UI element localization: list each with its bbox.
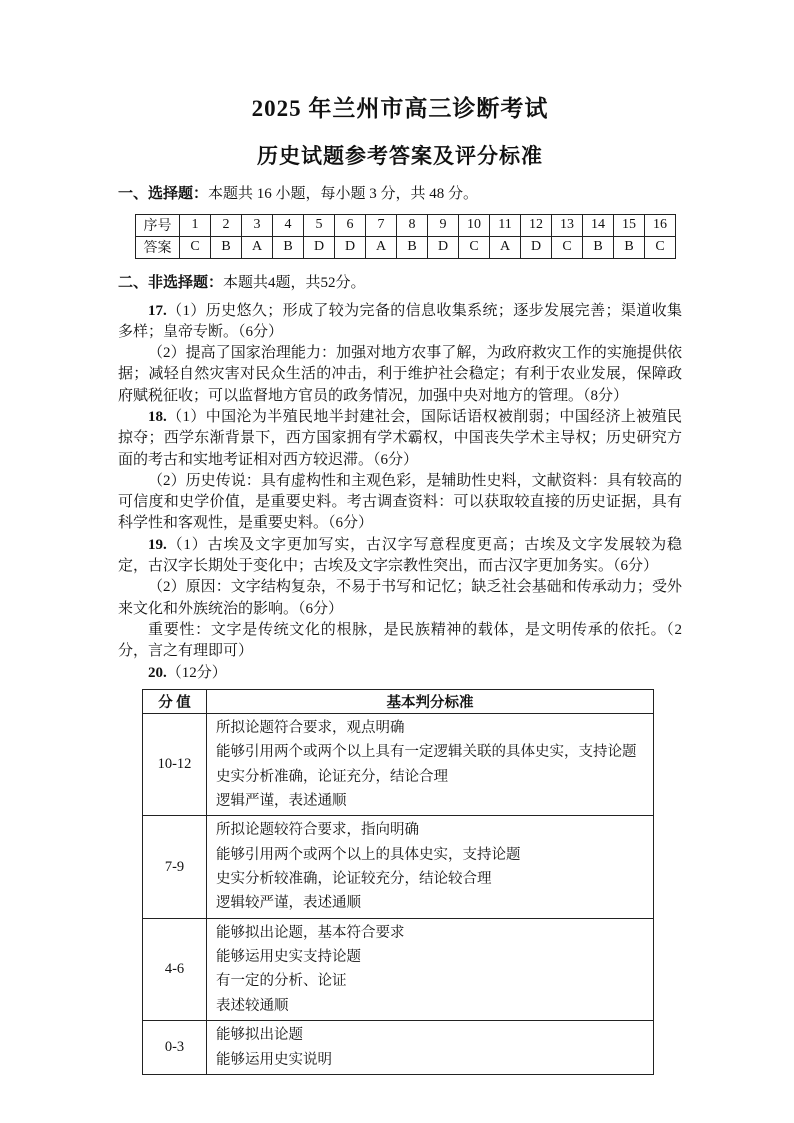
answer-letter-cell: C: [180, 236, 211, 258]
answer-letter-cell: A: [366, 236, 397, 258]
criteria-line: 能够引用两个或两个以上具有一定逻辑关联的具体史实，支持论题: [216, 744, 637, 761]
criteria-line: 能够拟出论题，基本符合要求: [216, 924, 405, 941]
answer-letter-cell: B: [211, 236, 242, 258]
criteria-line: 能够运用史实说明: [216, 1051, 332, 1068]
question-number-cell: 2: [211, 214, 242, 236]
doc-title: 2025 年兰州市高三诊断考试: [251, 96, 549, 121]
score-range-cell: 10-12: [143, 713, 207, 815]
question-number-cell: 15: [614, 214, 645, 236]
answer-letter-cell: B: [397, 236, 428, 258]
answer-letter-cell: A: [242, 236, 273, 258]
criteria-cell: [207, 1021, 654, 1075]
answer-letter-cell: B: [273, 236, 304, 258]
section1-heading-desc: 本题共 16 小题，每小题 3 分，共 48 分。: [208, 186, 479, 202]
answer-table-answer-row: [136, 236, 676, 258]
doc-subtitle: 历史试题参考答案及评分标准: [257, 144, 543, 168]
answer-letter-cell: D: [521, 236, 552, 258]
question-number-cell: 10: [459, 214, 490, 236]
criteria-line: 逻辑严谨，表述通顺: [216, 792, 347, 809]
answer-letter-cell: C: [645, 236, 676, 258]
question-number-cell: 14: [583, 214, 614, 236]
criteria-line: 能够运用史实支持论题: [216, 949, 361, 966]
question-number-cell: 5: [304, 214, 335, 236]
rubric-header-score: 分 值: [143, 689, 207, 713]
question-number-cell: 16: [645, 214, 676, 236]
answer-letter-cell: B: [614, 236, 645, 258]
rubric-table-body: [143, 713, 654, 1074]
answer-paragraph: 18.（1）中国沦为半殖民地半封建社会，国际话语权被削弱；中国经济上被殖民掠夺；西学东渐背景下，西方国家拥有学术霸权，中国丧失学术主导权；历史研究方面的考古和实地考证相对西方较迟滞。（6分）: [118, 408, 682, 468]
answer-letter-cell: D: [335, 236, 366, 258]
rubric-header-row: [143, 689, 654, 713]
criteria-line: 逻辑较严谨，表述通顺: [216, 895, 361, 912]
question-number-cell: 8: [397, 214, 428, 236]
criteria-line: 所拟论题较符合要求，指向明确: [216, 822, 419, 839]
answer-paragraph: 19.（1）古埃及文字更加写实，古汉字写意程度更高；古埃及文字发展较为稳定，古汉字长期处于变化中；古埃及文字宗教性突出，而古汉字更加务实。（6分）: [118, 536, 682, 575]
answer-letter-cell: A: [490, 236, 521, 258]
criteria-line: 能够拟出论题: [216, 1027, 303, 1044]
answer-table-number-row: [136, 214, 676, 236]
answer-letter-cell: C: [459, 236, 490, 258]
question-number-cell: 12: [521, 214, 552, 236]
criteria-line: 表述较通顺: [216, 997, 289, 1014]
score-range-cell: 0-3: [143, 1021, 207, 1075]
question-number-prefix: 17.: [148, 302, 167, 319]
criteria-cell: [207, 713, 654, 815]
question-number-cell: 7: [366, 214, 397, 236]
criteria-line: 史实分析较准确，论证较充分，结论较合理: [216, 871, 492, 887]
rubric-table: [142, 689, 654, 1075]
rubric-row: [143, 713, 654, 815]
question-number-prefix: 20.: [148, 664, 167, 681]
question-number-cell: 4: [273, 214, 304, 236]
number-row-label: 序号: [136, 214, 180, 236]
criteria-cell: [207, 918, 654, 1020]
section1-heading: [118, 184, 682, 206]
question-number-cell: 1: [180, 214, 211, 236]
criteria-line: 史实分析准确，论证充分，结论合理: [216, 768, 448, 785]
question-number-cell: 6: [335, 214, 366, 236]
answer-paragraph: 20.（12分）: [148, 664, 227, 681]
question-number-cell: 3: [242, 214, 273, 236]
section1-heading-label: 一、选择题：: [118, 186, 209, 202]
answer-letter-cell: C: [552, 236, 583, 258]
question-number-prefix: 18.: [148, 408, 167, 425]
answer-paragraph: 17.（1）历史悠久；形成了较为完备的信息收集系统；逐步发展完善；渠道收集多样；皇帝专断。（6分）: [118, 302, 682, 340]
section2-heading-label: 二、非选择题：: [118, 274, 224, 291]
section2-heading-desc: 本题共4题，共52分。: [223, 274, 366, 291]
rubric-row: [143, 918, 654, 1020]
question-number-cell: 13: [552, 214, 583, 236]
answer-letter-cell: B: [583, 236, 614, 258]
answer-letter-cell: D: [304, 236, 335, 258]
section2-heading: [118, 273, 682, 295]
answer-paragraph: （2）原因：文字结构复杂，不易于书写和记忆；缺乏社会基础和传承动力；受外来文化和外族统治的影响。（6分）: [118, 579, 682, 617]
question-number-prefix: 19.: [148, 536, 167, 553]
answer-paragraph: （2）历史传说：具有虚构性和主观色彩，是辅助性史料，文献资料：具有较高的可信度和史学价值，是重要史料。考古调查资料：可以获取较直接的历史证据，具有科学性和客观性，是重要史料。（6分）: [118, 472, 682, 532]
answer-key-table: [135, 214, 676, 259]
score-range-cell: 7-9: [143, 816, 207, 918]
free-response-answers: [118, 301, 682, 684]
rubric-row: [143, 1021, 654, 1075]
answer-row-label: 答案: [136, 236, 180, 258]
answer-paragraph: 重要性：文字是传统文化的根脉，是民族精神的载体，是文明传承的依托。（2分，言之有理即可）: [118, 621, 682, 660]
answer-letter-cell: D: [428, 236, 459, 258]
score-range-cell: 4-6: [143, 918, 207, 1020]
criteria-line: 有一定的分析、论证: [216, 973, 347, 990]
rubric-header-criteria: 基本判分标准: [207, 689, 654, 713]
criteria-line: 所拟论题符合要求，观点明确: [216, 719, 405, 736]
question-number-cell: 9: [428, 214, 459, 236]
criteria-line: 能够引用两个或两个以上的具体史实，支持论题: [216, 846, 521, 863]
answer-paragraph: （2）提高了国家治理能力：加强对地方农事了解，为政府救灾工作的实施提供依据；减轻自然灾害对民众生活的冲击，利于维护社会稳定；有利于农业发展，保障政府赋税征收；可以监督地方官员的政务情况，加强中央对地方的管理。（8分）: [118, 345, 682, 404]
criteria-cell: [207, 816, 654, 918]
rubric-row: [143, 816, 654, 918]
question-number-cell: 11: [490, 214, 521, 236]
